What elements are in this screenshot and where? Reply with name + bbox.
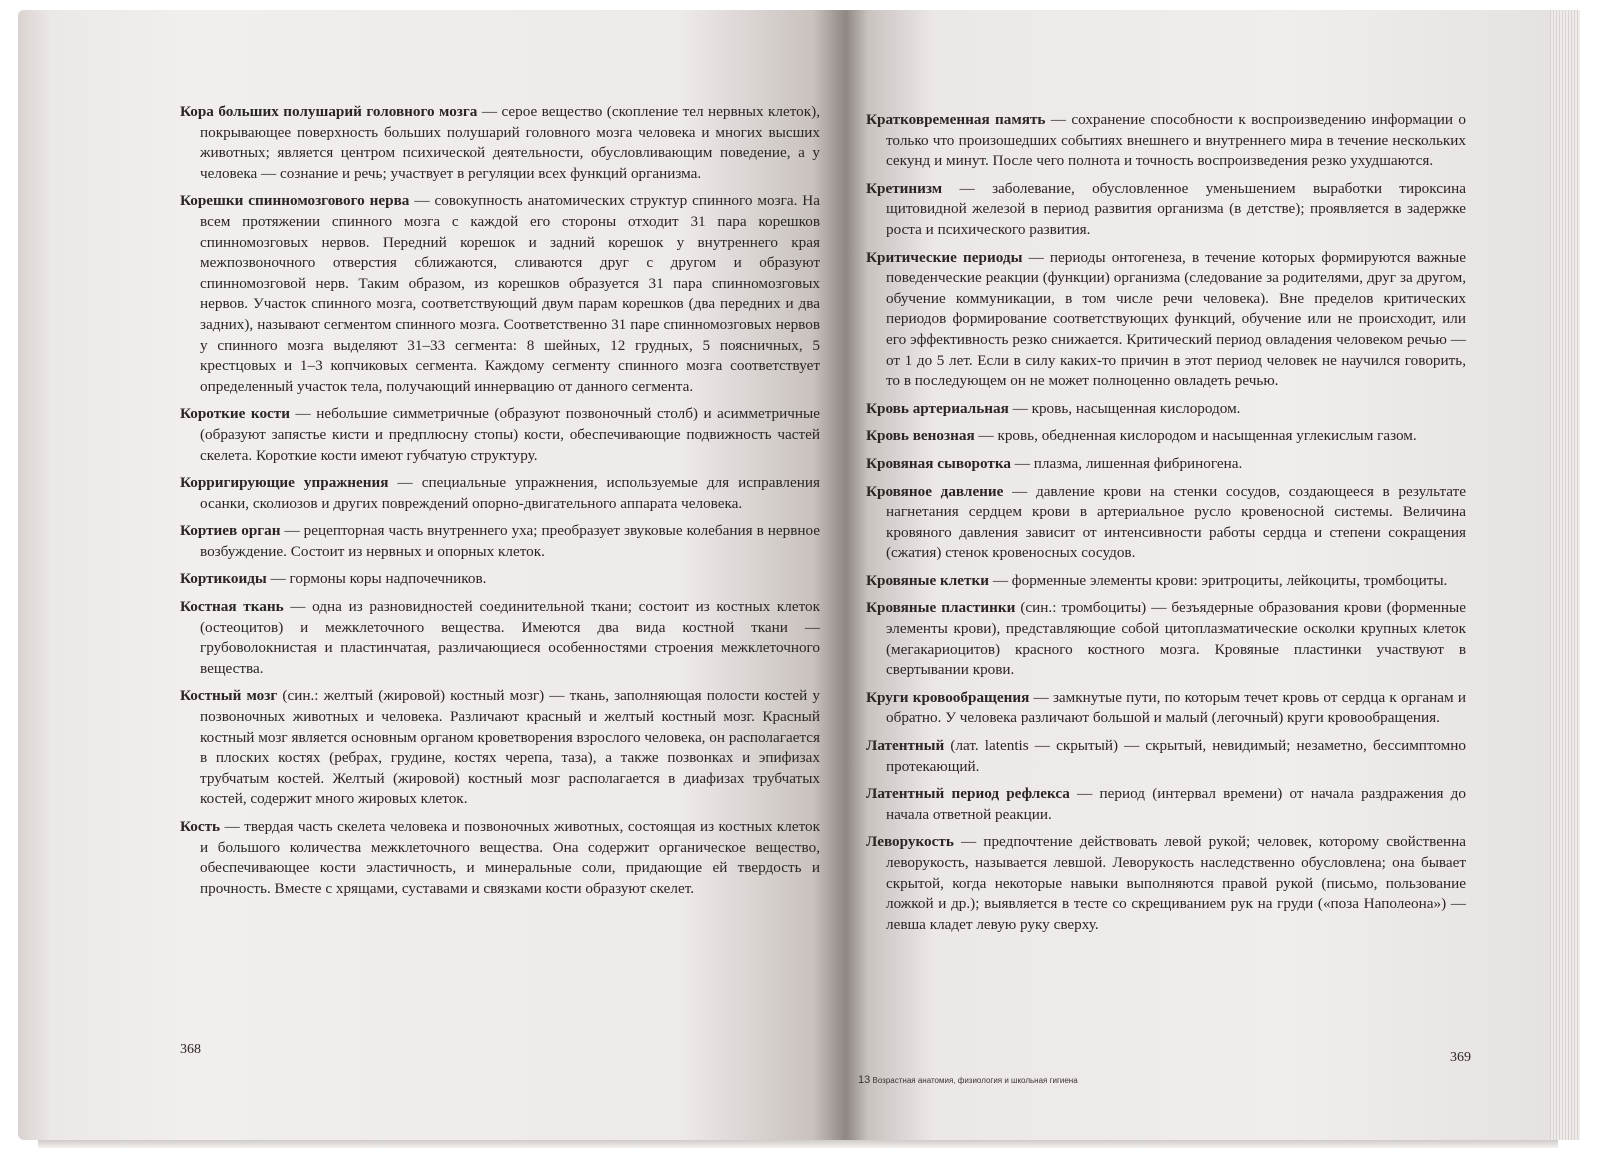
entry-term: Кровяные пластинки: [866, 599, 1016, 617]
entry-definition: специальные упражнения, используемые для исправления осанки, сколиозов и других повреждений опорно-двигательного аппарата человека.: [200, 474, 820, 512]
book-spread: [18, 10, 1580, 1140]
entry-term: Кровь венозная: [866, 427, 975, 445]
footer-number: 13: [858, 1074, 871, 1086]
entry-definition: (син.: тромбоциты) — безъядерные образования крови (форменные элементы крови), представляющие собой цитоплазматические осколки крупных клеток (мегакариоцитов) красного костного мозга. Кровяные пластинки участвуют в свертывании крови.: [886, 599, 1467, 679]
glossary-entry: Кора больших полушарий головного мозга — серое вещество (скопление тел нервных клеток), покрывающее поверхность больших полушарий головного мозга человека и многих высших животных; является центром психической деятельности, обусловливающим поведение, а у человека — сознание и речь; участвует в регуляции всех функций организма.: [180, 103, 820, 182]
glossary-entry: Короткие кости — небольшие симметричные (образуют позвоночный столб) и асимметричные (образуют запястье кисти и предплюсну стопы) кости, обеспечивающие подвижность частей скелета. Короткие кости имеют губчатую структуру.: [180, 405, 820, 464]
glossary-entry: Корригирующие упражнения — специальные упражнения, используемые для исправления осанки, сколиозов и других повреждений опорно-двигательного аппарата человека.: [180, 474, 820, 512]
entry-term: Кора больших полушарий головного мозга: [180, 103, 478, 120]
entry-definition: периоды онтогенеза, в течение которых формируются важные поведенческие реакции (функции) организма (следование за родителями, друг за другом, обучение коммуникации, в том числе речи человека). Вне пределов критических периодов формирование соответствующих функций, обучение или не происходит, или его эффективность резко снижается. Критический период овладения человеком речью — от 1 до 5 лет. Если в силу каких-то причин в этот период человек не научился говорить, то в последующем он не может полноценно овладеть речью.: [886, 248, 1466, 390]
glossary-entry: Леворукость — предпочтение действовать левой рукой; человек, которому свойственна леворукость, называется левшой. Леворукость наследственно обусловлена; она бывает скрытой, когда некоторые навыки выполняются правой рукой (письмо, пользование ложкой и др.); выявляется в тесте со скрещиванием рук на груди («поза Наполеона») — левша кладет левую руку сверху.: [866, 833, 1467, 933]
page-footer: [858, 1074, 1078, 1086]
glossary-entry: Корешки спинномозгового нерва — совокупность анатомических структур спинного мозга. На всем протяжении спинного мозга с каждой его стороны отходит 31 пара корешков спинномозговых нервов. Передний корешок и задний корешок у внутреннего края межпозвоночного отверстия сближаются, сливаются друг с другом и образуют спинномозговой нерв. Таким образом, из корешков образуется 31 пара спинномозговых нервов. Участок спинного мозга, соответствующий двум парам корешков (два передних и два задних), называют сегментом спинного мозга. Соответственно 31 паре спинномозговых нервов у спинного мозга выделяют 31–33 сегмента: 8 шейных, 12 грудных, 5 поясничных, 5 крестцовых и 1–3 копчиковых сегмента. Каждому сегменту спинного мозга соответствует определенный участок тела, получающий иннервацию от данного сегмента.: [180, 192, 821, 395]
entry-term: Костный мозг: [180, 687, 278, 705]
book-bottom-edge: [38, 1140, 1558, 1148]
glossary-entry: [180, 686, 820, 810]
entry-term: Латентный период рефлекса: [866, 785, 1070, 803]
glossary-entry: Латентный период рефлекса — период (интервал времени) от начала раздражения до начала ответной реакции.: [866, 785, 1466, 823]
glossary-entry: Кость — твердая часть скелета человека и позвоночных животных, состоящая из костных клеток и большого количества межклеточного вещества. Она содержит органическое вещество, обеспечивающее кости эластичность, и минеральные соли, придающие ей твердость и прочность. Вместе с хрящами, суставами и связками кости образуют скелет.: [180, 818, 820, 897]
glossary-entry: [866, 598, 1466, 680]
left-page-text: [180, 102, 820, 906]
entry-definition: заболевание, обусловленное уменьшением выработки тироксина щитовидной железой в период развития организма (в детстве); проявляется в задержке роста и психического развития.: [886, 179, 1466, 238]
entry-definition: одна из разновидностей соединительной ткани; состоит из костных клеток (остеоцитов) и межклеточного вещества. Имеются два вида костной ткани — грубоволокнистая и пластинчатая, различающиеся особенностями строения межклеточного вещества.: [200, 598, 821, 677]
entry-term: Кровяное давление: [866, 482, 1004, 500]
entry-definition: период (интервал времени) от начала раздражения до начала ответной реакции.: [886, 785, 1466, 823]
glossary-entry: Кровяные клетки — форменные элементы крови: эритроциты, лейкоциты, тромбоциты.: [866, 571, 1448, 589]
glossary-entry: Костная ткань — одна из разновидностей соединительной ткани; состоит из костных клеток (остеоцитов) и межклеточного вещества. Имеются два вида костной ткани — грубоволокнистая и пластинчатая, различающиеся особенностями строения межклеточного вещества.: [180, 598, 821, 677]
entry-definition: предпочтение действовать левой рукой; человек, которому свойственна леворукость, называется левшой. Леворукость наследственно обусловлена; она бывает скрытой, когда некоторые навыки выполняются правой рукой (письмо, пользование ложкой и др.); выявляется в тесте со скрещиванием рук на груди («поза Наполеона») — левша кладет левую руку сверху.: [886, 833, 1467, 933]
glossary-entry: Кровяное давление — давление крови на стенки сосудов, создающееся в результате нагнетания сердцем крови в артериальное русло кровеносной системы. Величина кровяного давления зависит от интенсивности работы сердца и степени сокращения (сжатия) стенок кровеносных сосудов.: [866, 482, 1466, 562]
entry-definition: (лат. latentis — скрытый) — скрытый, невидимый; незаметно, бессимптомно протекающий.: [886, 737, 1467, 775]
entry-term: Кретинизм: [866, 179, 943, 197]
glossary-entry: [866, 736, 1466, 777]
entry-term: Кортиев орган: [180, 522, 281, 540]
entry-term: Корешки спинномозгового нерва: [180, 192, 410, 210]
entry-term: Круги кровообращения: [866, 688, 1030, 706]
left-page-number: 368: [180, 1042, 201, 1057]
glossary-entry: Кровь артериальная — кровь, насыщенная кислородом.: [866, 399, 1241, 417]
entry-term: Кратковременная память: [866, 111, 1046, 128]
entry-term: Кортикоиды: [180, 570, 267, 588]
entry-definition: кровь, обедненная кислородом и насыщенная углекислым газом.: [997, 427, 1417, 445]
entry-term: Кость: [180, 818, 221, 835]
entry-definition: небольшие симметричные (образуют позвоночный столб) и асимметричные (образуют запястье кисти и предплюсну стопы) кости, обеспечивающие подвижность частей скелета. Короткие кости имеют губчатую структуру.: [200, 405, 820, 464]
glossary-entry: Кортиев орган — рецепторная часть внутреннего уха; преобразует звуковые колебания в нервное возбуждение. Состоит из нервных и опорных клеток.: [180, 522, 821, 560]
entry-term: Кровь артериальная: [866, 399, 1009, 417]
entry-definition: гормоны коры надпочечников.: [289, 570, 487, 588]
entry-definition: форменные элементы крови: эритроциты, лейкоциты, тромбоциты.: [1011, 571, 1448, 589]
entry-definition: твердая часть скелета человека и позвоночных животных, состоящая из костных клеток и большого количества межклеточного вещества. Она содержит органическое вещество, обеспечивающее кости эластичность, и минеральные соли, придающие ей твердость и прочность. Вместе с хрящами, суставами и связками кости образуют скелет.: [200, 818, 820, 897]
footer-book-title: Возрастная анатомия, физиология и школьная гигиена: [872, 1076, 1078, 1085]
entry-definition: совокупность анатомических структур спинного мозга. На всем протяжении спинного мозга с каждой его стороны отходит 31 пара корешков спинномозговых нервов. Передний корешок и задний корешок у внутреннего края межпозвоночного отверстия сближаются, сливаются друг с другом и образуют спинномозговой нерв. Таким образом, из корешков образуется 31 пара спинномозговых нервов. Участок спинного мозга, соответствующий двум парам корешков (два передних и два задних), называют сегментом спинного мозга. Соответственно 31 паре спинномозговых нервов у спинного мозга выделяют 31–33 сегмента: 8 шейных, 12 грудных, 5 поясничных, 5 крестцовых и 1–3 копчиковых сегмента. Каждому сегменту спинного мозга соответствует определенный участок тела, получающий иннервацию от данного сегмента.: [200, 192, 821, 395]
entry-term: Короткие кости: [180, 405, 291, 423]
entry-definition: (син.: желтый (жировой) костный мозг) — ткань, заполняющая полости костей у позвоночных животных и человека. Различают красный и желтый костный мозг. Красный костный мозг является основным органом кроветворения взрослого человека, он располагается в плоских костях (ребрах, грудине, костях черепа, таза), а также позвонках и эпифизах трубчатым костей. Желтый (жировой) костный мозг располагается в диафизах трубчатых костей, содержит много жировых клеток.: [200, 687, 820, 808]
entry-definition: сохранение способности к воспроизведению информации о только что произошедших событиях внешнего и внутреннего мира в течение нескольких секунд и минут. После чего полнота и точность воспроизведения резко ухудшаются.: [886, 111, 1466, 170]
entry-term: Корригирующие упражнения: [180, 474, 389, 492]
glossary-entry: Кретинизм — заболевание, обусловленное уменьшением выработки тироксина щитовидной железой в период развития организма (в детстве); проявляется в задержке роста и психического развития.: [866, 179, 1466, 238]
entry-definition: рецепторная часть внутреннего уха; преобразует звуковые колебания в нервное возбуждение. Состоит из нервных и опорных клеток.: [200, 522, 821, 560]
entry-definition: давление крови на стенки сосудов, создающееся в результате нагнетания сердцем крови в артериальное русло кровеносной системы. Величина кровяного давления зависит от интенсивности работы сердца и степени сокращения (сжатия) стенок кровеносных сосудов.: [886, 482, 1466, 562]
glossary-entry: Кратковременная память — сохранение способности к воспроизведению информации о только что произошедших событиях внешнего и внутреннего мира в течение нескольких секунд и минут. После чего полнота и точность воспроизведения резко ухудшаются.: [866, 111, 1466, 170]
entry-term: Костная ткань: [180, 598, 284, 616]
entry-term: Латентный: [866, 737, 945, 755]
entry-definition: серое вещество (скопление тел нервных клеток), покрывающее поверхность больших полушарий головного мозга человека и многих высших животных; является центром психической деятельности, обусловливающим поведение, а у человека — сознание и речь; участвует в регуляции всех функций организма.: [200, 103, 820, 182]
glossary-entry: Критические периоды — периоды онтогенеза, в течение которых формируются важные поведенческие реакции (функции) организма (следование за родителями, друг за другом, обучение коммуникации, в том числе речи человека). Вне пределов критических периодов формирование соответствующих функций, обучение или не происходит, или его эффективность резко снижается. Критический период овладения человеком речью — от 1 до 5 лет. Если в силу каких-то причин в этот период человек не научился говорить, то в последующем он не может полноценно овладеть речью.: [866, 248, 1466, 390]
right-page-text: [866, 110, 1466, 942]
entry-term: Критические периоды: [866, 248, 1023, 266]
entry-definition: кровь, насыщенная кислородом.: [1031, 399, 1241, 417]
glossary-entry: Круги кровообращения — замкнутые пути, по которым течет кровь от сердца к органам и обратно. У человека различают большой и малый (легочный) круги кровообращения.: [866, 688, 1466, 727]
entry-term: Леворукость: [866, 833, 954, 851]
page-edge: [1550, 10, 1580, 1140]
entry-definition: замкнутые пути, по которым течет кровь от сердца к органам и обратно. У человека различают большой и малый (легочный) круги кровообращения.: [886, 688, 1466, 727]
left-page: [18, 10, 846, 1140]
entry-term: Кровяные клетки: [866, 571, 990, 589]
entry-definition: плазма, лишенная фибриногена.: [1033, 454, 1243, 472]
glossary-entry: Кровяная сыворотка — плазма, лишенная фибриногена.: [866, 454, 1243, 472]
right-page-number: 369: [1450, 1050, 1471, 1065]
glossary-entry: Кортикоиды — гормоны коры надпочечников.: [180, 570, 487, 588]
right-page: [846, 10, 1580, 1140]
glossary-entry: Кровь венозная — кровь, обедненная кислородом и насыщенная углекислым газом.: [866, 427, 1417, 445]
entry-term: Кровяная сыворотка: [866, 454, 1011, 472]
